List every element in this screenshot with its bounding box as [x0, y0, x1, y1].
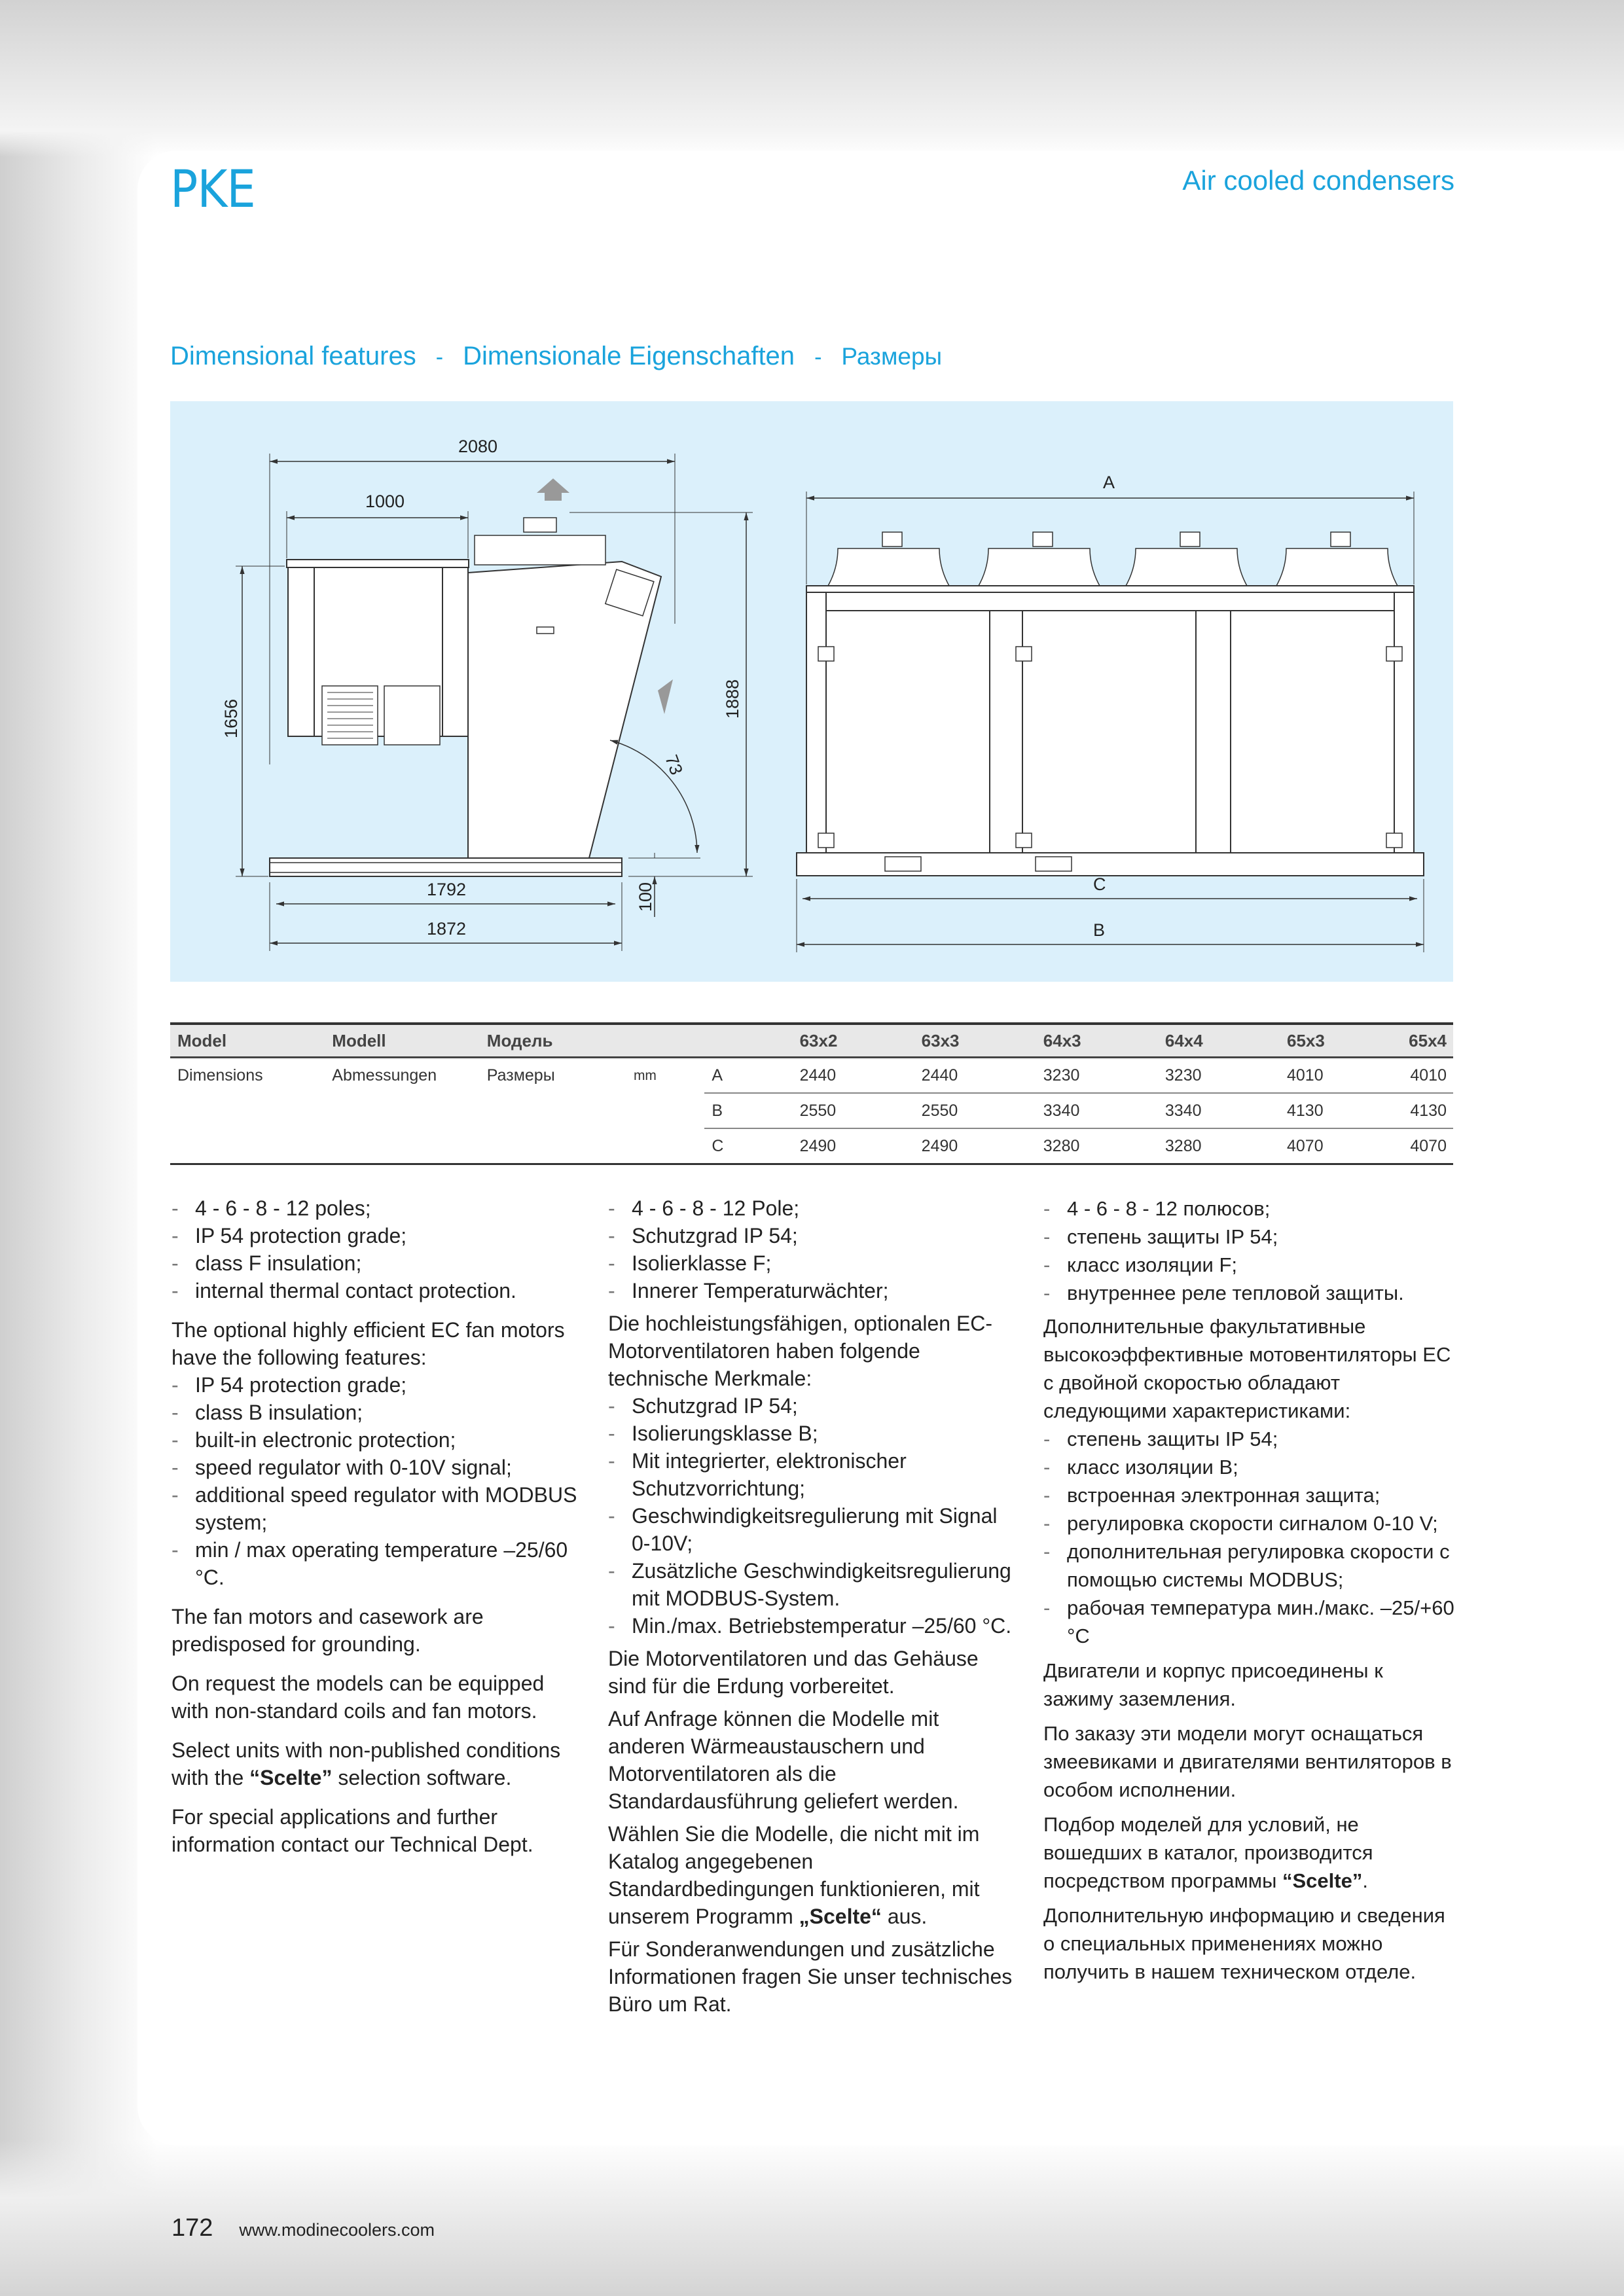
- list-item: - Schutzgrad IP 54;: [608, 1222, 1020, 1249]
- row-label-ru: Размеры: [486, 1066, 555, 1085]
- cell: 4070: [1401, 1128, 1453, 1164]
- svg-text:C: C: [1093, 874, 1106, 894]
- list-item: - Innerer Temperaturwächter;: [608, 1277, 1020, 1304]
- svg-text:73: 73: [661, 752, 687, 778]
- dim-key: C: [704, 1128, 792, 1164]
- list-item: - class F insulation;: [171, 1249, 584, 1277]
- table-header-row: [170, 1024, 1453, 1058]
- list-item: - класс изоляции F;: [1043, 1251, 1456, 1279]
- cell: 3230: [1043, 1066, 1080, 1085]
- svg-text:1656: 1656: [221, 698, 241, 738]
- svg-text:1000: 1000: [365, 492, 405, 511]
- list-item: - класс изоляции B;: [1043, 1453, 1456, 1481]
- list-item: - class B insulation;: [171, 1399, 584, 1426]
- cell: 2490: [914, 1128, 1036, 1164]
- paragraph: Wählen Sie die Modelle, die nicht mit im Katalog angegebenen Standardbedingungen funktionieren, mit unserem Programm „Scelte“ aus.: [608, 1822, 980, 1928]
- header-model-ru: Модель: [480, 1024, 626, 1058]
- header-64x4: 64x4: [1158, 1024, 1280, 1058]
- svg-text:1888: 1888: [723, 679, 742, 719]
- paragraph: For special applications and further information contact our Technical Dept.: [171, 1805, 533, 1856]
- section-heading: [170, 342, 942, 371]
- cell: 2440: [921, 1066, 958, 1085]
- list-item: - Schutzgrad IP 54;: [608, 1392, 1020, 1420]
- dim-2080: 2080: [458, 437, 498, 456]
- cell: 2550: [914, 1093, 1036, 1128]
- heading-separator: -: [435, 345, 444, 370]
- page-number: 172: [171, 2214, 213, 2242]
- text-column-en: [171, 1194, 584, 1858]
- cell: 3280: [1036, 1128, 1158, 1164]
- features-list: [171, 1194, 584, 1304]
- svg-text:100: 100: [636, 882, 655, 912]
- features-list: [608, 1194, 1020, 1304]
- ec-features-list: [171, 1371, 584, 1591]
- text-column-de: [608, 1194, 1020, 2018]
- list-item: - additional speed regulator with MODBUS system;: [171, 1481, 584, 1536]
- list-item: - IP 54 protection grade;: [171, 1222, 584, 1249]
- list-item: - built-in electronic protection;: [171, 1426, 584, 1454]
- table-row: [170, 1058, 1453, 1094]
- ec-features-list: [1043, 1425, 1456, 1650]
- paragraph: Auf Anfrage können die Modelle mit anderen Wärmeaustauschern und Motorventilatoren als die Standardausführung geliefert werden.: [608, 1707, 959, 1813]
- dimensional-drawing: [170, 401, 1453, 982]
- paragraph: Дополнительную информацию и сведения о специальных применениях можно получить в нашем техническом отделе.: [1043, 1904, 1445, 1983]
- paragraph: The optional highly efficient EC fan motors have the following features:: [171, 1318, 565, 1369]
- svg-text:1792: 1792: [427, 880, 467, 899]
- header-64x3: 64x3: [1036, 1024, 1158, 1058]
- cell: 2490: [793, 1128, 914, 1164]
- heading-de: Dimensionale Eigenschaften: [463, 342, 795, 370]
- cell: 4130: [1280, 1093, 1401, 1128]
- text-column-ru: [1043, 1194, 1456, 1986]
- list-item: - min / max operating temperature –25/60 °C.: [171, 1536, 584, 1591]
- cell: 4010: [1287, 1066, 1324, 1085]
- table-row: [170, 1093, 1453, 1128]
- paragraph: Für Sonderanwendungen und zusätzliche Informationen fragen Sie unser technisches Büro um Rat.: [608, 1937, 1013, 2016]
- header-65x3: 65x3: [1280, 1024, 1401, 1058]
- list-item: - Geschwindigkeitsregulierung mit Signal 0-10V;: [608, 1502, 1020, 1557]
- cell: 4010: [1410, 1066, 1447, 1085]
- row-label-en: Dimensions: [177, 1066, 263, 1085]
- list-item: - Zusätzliche Geschwindigkeitsregulierung mit MODBUS-System.: [608, 1557, 1020, 1612]
- list-item: - IP 54 protection grade;: [171, 1371, 584, 1399]
- software-name: „Scelte“: [799, 1905, 882, 1928]
- header-63x3: 63x3: [914, 1024, 1036, 1058]
- list-item: - internal thermal contact protection.: [171, 1277, 584, 1304]
- cell: 4070: [1280, 1128, 1401, 1164]
- header-65x4: 65x4: [1401, 1024, 1453, 1058]
- dim-key: B: [704, 1093, 792, 1128]
- heading-ru: Размеры: [841, 343, 943, 370]
- list-item: - дополнительная регулировка скорости с помощью системы MODBUS;: [1043, 1537, 1456, 1594]
- table-row: [170, 1128, 1453, 1164]
- row-label-de: Abmessungen: [332, 1066, 437, 1085]
- page-title: PKE: [170, 160, 255, 219]
- cell: 3340: [1036, 1093, 1158, 1128]
- page-footer: [171, 2214, 435, 2242]
- list-item: - 4 - 6 - 8 - 12 poles;: [171, 1194, 584, 1222]
- features-list: [1043, 1194, 1456, 1307]
- unit: mm: [633, 1067, 657, 1083]
- list-item: - speed regulator with 0-10V signal;: [171, 1454, 584, 1481]
- list-item: - 4 - 6 - 8 - 12 полюсов;: [1043, 1194, 1456, 1223]
- ec-features-list: [608, 1392, 1020, 1640]
- list-item: - встроенная электронная защита;: [1043, 1481, 1456, 1509]
- paragraph: Select units with non-published conditions with the “Scelte” selection software.: [171, 1738, 561, 1789]
- cell: 4130: [1401, 1093, 1453, 1128]
- cell: 3340: [1158, 1093, 1280, 1128]
- paragraph: On request the models can be equipped with non-standard coils and fan motors.: [171, 1672, 545, 1723]
- paragraph: Die Motorventilatoren und das Gehäuse sind für die Erdung vorbereitet.: [608, 1647, 979, 1698]
- svg-text:B: B: [1093, 920, 1106, 940]
- list-item: - регулировка скорости сигналом 0-10 V;: [1043, 1509, 1456, 1537]
- header-blank: [704, 1024, 792, 1058]
- list-item: - Mit integrierter, elektronischer Schutzvorrichtung;: [608, 1447, 1020, 1502]
- paragraph: По заказу эти модели могут оснащаться змеевиками и двигателями вентиляторов в особом исполнении.: [1043, 1722, 1452, 1801]
- cell: 3280: [1158, 1128, 1280, 1164]
- side-view-drawing: [221, 437, 753, 951]
- category-label: Air cooled condensers: [1182, 165, 1454, 196]
- paragraph: Подбор моделей для условий, не вошедших в каталог, производится посредством программы “Scelte”.: [1043, 1813, 1373, 1892]
- list-item: - степень защиты IP 54;: [1043, 1425, 1456, 1453]
- paragraph: Die hochleistungsfähigen, optionalen EC-Motorventilatoren haben folgende technische Merkmale:: [608, 1312, 993, 1390]
- paragraph: Двигатели и корпус присоединены к зажиму заземления.: [1043, 1659, 1383, 1710]
- dimensions-table: [170, 1022, 1453, 1165]
- header-63x2: 63x2: [793, 1024, 914, 1058]
- list-item: - 4 - 6 - 8 - 12 Pole;: [608, 1194, 1020, 1222]
- list-item: - Isolierungsklasse B;: [608, 1420, 1020, 1447]
- heading-separator: -: [814, 345, 822, 370]
- software-name: “Scelte”: [1282, 1869, 1363, 1892]
- heading-en: Dimensional features: [170, 342, 416, 370]
- software-name: “Scelte”: [249, 1766, 333, 1789]
- website-link[interactable]: www.modinecoolers.com: [239, 2220, 435, 2240]
- header-model-de: Modell: [325, 1024, 480, 1058]
- header-model-en: Model: [170, 1024, 325, 1058]
- dim-key: A: [712, 1066, 723, 1085]
- list-item: - степень защиты IP 54;: [1043, 1223, 1456, 1251]
- paragraph: The fan motors and casework are predisposed for grounding.: [171, 1605, 484, 1656]
- list-item: - внутреннее реле тепловой защиты.: [1043, 1279, 1456, 1307]
- cell: 2550: [793, 1093, 914, 1128]
- cell: 2440: [799, 1066, 837, 1085]
- cell: 3230: [1164, 1066, 1202, 1085]
- svg-text:A: A: [1103, 473, 1115, 492]
- paragraph: Дополнительные факультативные высокоэффективные мотовентиляторы ЕС с двойной скоростью обладают следующими характеристиками:: [1043, 1315, 1451, 1422]
- list-item: - Isolierklasse F;: [608, 1249, 1020, 1277]
- header-blank: [626, 1024, 704, 1058]
- svg-text:1872: 1872: [427, 919, 467, 939]
- list-item: - Min./max. Betriebstemperatur –25/60 °C.: [608, 1612, 1020, 1640]
- list-item: - рабочая температура мин./макс. –25/+60 °C: [1043, 1594, 1456, 1650]
- front-view-drawing: [797, 473, 1424, 952]
